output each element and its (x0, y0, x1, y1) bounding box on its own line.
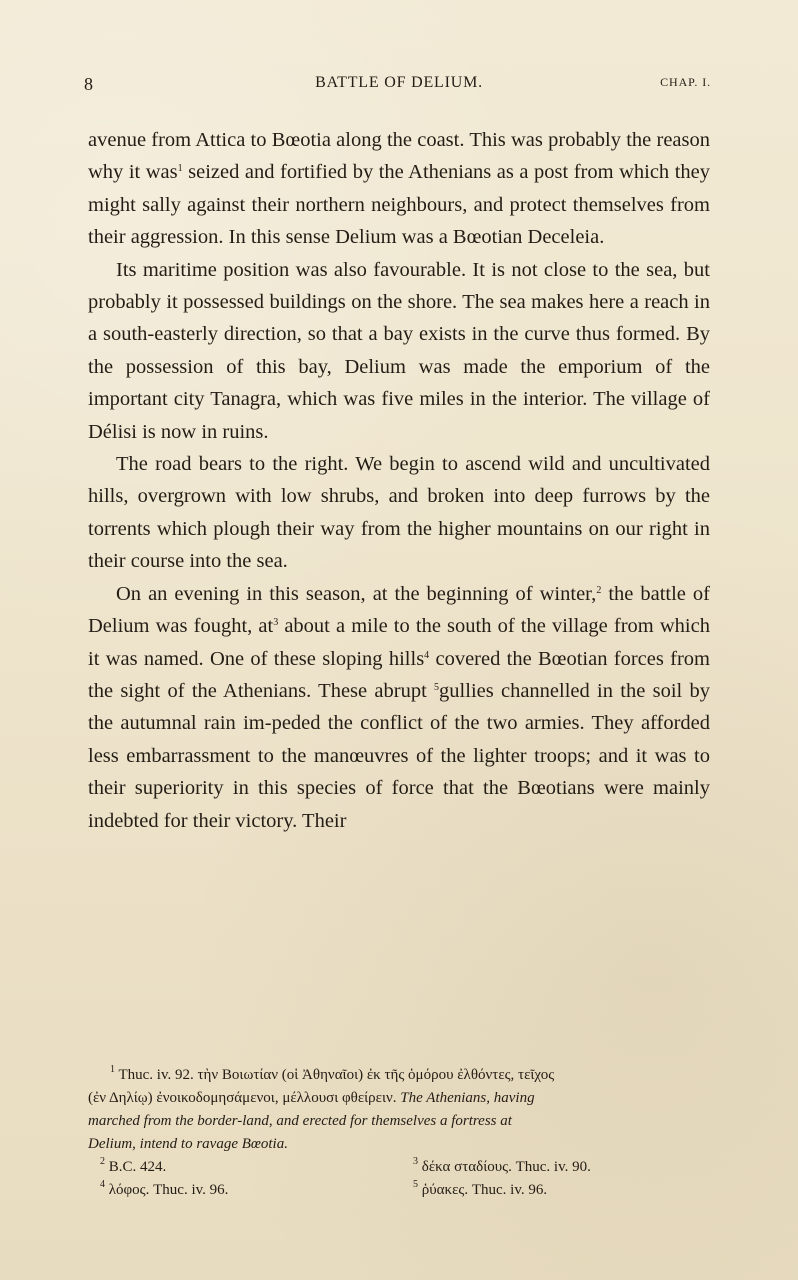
paragraph-4-text-1: On an evening in this season, at the beginning of winter, (116, 582, 597, 605)
footnote-3 (413, 1156, 591, 1179)
footnote-4-greek: λόφος. (105, 1182, 150, 1198)
paragraph-1-text-1: avenue from Attica to Bœotia along the coast. This was probably the reason why it was (88, 129, 710, 184)
footnote-ref-1: 1 (177, 163, 183, 175)
footnote-5-greek: ῥύακες. (418, 1182, 469, 1198)
footnote-1-citation: Thuc. iv. 92. (115, 1067, 198, 1083)
paragraph-4-text-5: gullies channelled in the soil by the autumnal rain im-peded the conflict of the two armies. They afforded less embarrassment to the manœuvres of the lighter troops; and it was to their superiority in this species of force that the Bœotians were mainly indebted for their victory. Their (88, 679, 710, 832)
body-text (88, 124, 710, 837)
footnote-1-number: 1 (110, 1064, 115, 1075)
paragraph-1 (88, 124, 710, 254)
footnote-3-greek: δέκα σταδίους. (418, 1159, 512, 1175)
footnote-ref-3: 3 (273, 617, 279, 629)
footnote-2 (100, 1156, 166, 1179)
footnote-row-4-5 (88, 1179, 712, 1202)
footnote-1-translation-start: The Athenians, having (396, 1090, 535, 1106)
footnote-2-text: B.C. 424. (105, 1159, 167, 1175)
paragraph-3: The road bears to the right. We begin to ascend wild and uncultivated hills, overgrown with low shrubs, and broken into deep furrows by the torrents which plough their way from the higher mountains on our right in their course into the sea. (88, 453, 710, 573)
footnote-1-greek-line-1: τὴν Βοιωτίαν (οἱ Ἀθηναῖοι) ἐκ τῆς ὁμόρου ἐλθόντες, τεῖχος (197, 1067, 555, 1083)
footnote-2-number: 2 (100, 1156, 105, 1167)
paragraph-4-text-2: the battle of Delium was fought, at (88, 582, 710, 638)
footnote-5-number: 5 (413, 1179, 418, 1190)
footnote-1-line-2 (88, 1087, 712, 1110)
page-number: 8 (84, 74, 94, 94)
footnote-1-greek-line-2: (ἐν Δηλίῳ) ἐνοικοδομησάμενοι, μέλλουσι φθείρειν. (88, 1090, 397, 1106)
footnote-1-line-3: marched from the border-land, and erected for themselves a fortress at (88, 1113, 512, 1129)
footnote-4-text: Thuc. iv. 96. (149, 1182, 229, 1198)
footnote-row-2-3 (88, 1156, 712, 1179)
running-title: BATTLE OF DELIUM. (315, 74, 483, 91)
paragraph-4 (88, 578, 710, 837)
footnote-ref-2: 2 (596, 584, 602, 596)
paragraph-4-text-4: covered the Bœotian forces from the sight of the Athenians. These abrupt (88, 647, 710, 702)
paragraph-2: Its maritime position was also favourable. It is not close to the sea, but probably it possessed buildings on the shore. The sea makes here a reach in a south-easterly direction, so that a bay exists in the curve thus formed. By the possession of this bay, Delium was made the emporium of the important city Tanagra, which was five miles in the interior. The village of Délisi is now in ruins. (88, 258, 710, 443)
chapter-label: CHAP. I. (660, 75, 711, 89)
footnotes (88, 1064, 712, 1202)
footnote-5 (413, 1179, 547, 1202)
footnote-5-text: Thuc. iv. 96. (468, 1182, 548, 1198)
footnote-ref-5: 5 (434, 681, 440, 693)
paragraph-1-text-2: seized and fortified by the Athenians as a post from which they might sally against their northern neighbours, and protect themselves from their aggression. In this sense Delium was a Bœotian Deceleia. (88, 161, 710, 249)
footnote-ref-4: 4 (424, 649, 430, 661)
footnote-4-number: 4 (100, 1179, 105, 1190)
page-header (84, 74, 711, 96)
footnote-1-line-1 (88, 1064, 712, 1087)
footnote-3-number: 3 (413, 1156, 418, 1167)
footnote-3-text: Thuc. iv. 90. (511, 1159, 591, 1175)
footnote-1-line-4: Delium, intend to ravage Bœotia. (88, 1136, 288, 1152)
paragraph-4-text-3: about a mile to the south of the village from which it was named. One of these sloping hills (88, 615, 710, 670)
footnote-4 (100, 1179, 228, 1202)
